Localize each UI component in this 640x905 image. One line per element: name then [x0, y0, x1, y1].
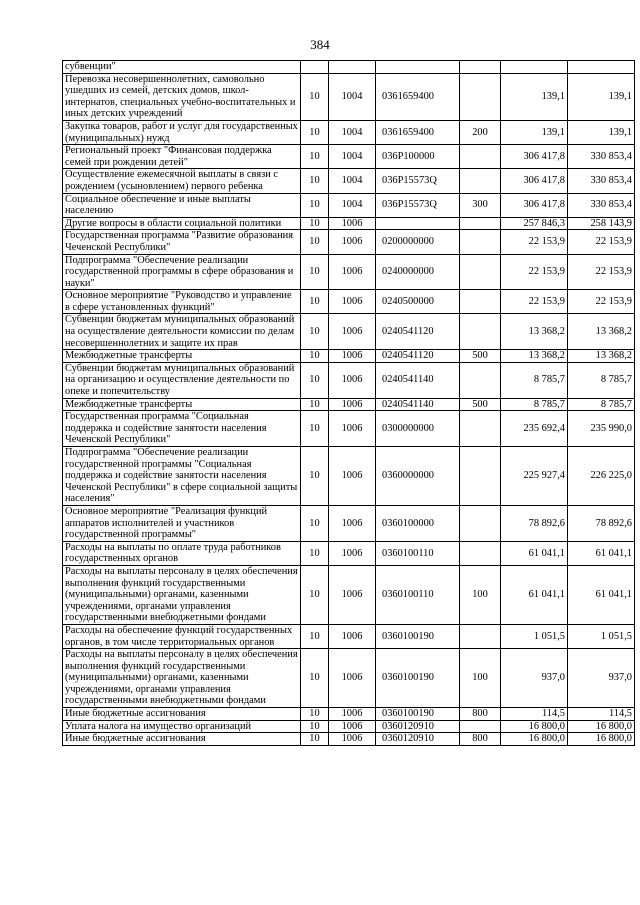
row-expense-type [460, 217, 501, 230]
row-expense-type [460, 61, 501, 74]
row-target-article: 0360120910 [376, 720, 460, 733]
table-row [63, 217, 635, 230]
table-row [63, 120, 635, 144]
row-expense-type: 800 [460, 733, 501, 746]
row-subsection: 1004 [329, 145, 376, 169]
row-subsection: 1004 [329, 169, 376, 193]
row-amount-year-1: 8 785,7 [501, 362, 568, 398]
row-target-article: 036P15573Q [376, 169, 460, 193]
table-row [63, 624, 635, 648]
row-amount-year-2: 330 853,4 [568, 169, 635, 193]
row-section: 10 [301, 73, 329, 120]
row-section: 10 [301, 649, 329, 708]
row-name: Расходы на обеспечение функций государственных органов, в том числе территориальных органов [63, 624, 301, 648]
row-target-article: 0360100190 [376, 649, 460, 708]
table-row [63, 193, 635, 217]
row-target-article: 0240541140 [376, 362, 460, 398]
row-amount-year-2: 22 153,9 [568, 254, 635, 290]
row-target-article [376, 217, 460, 230]
row-name: Основное мероприятие "Реализация функций аппаратов исполнителей и участников государственной программы" [63, 505, 301, 541]
row-section: 10 [301, 541, 329, 565]
row-name: Закупка товаров, работ и услуг для государственных (муниципальных) нужд [63, 120, 301, 144]
row-expense-type: 300 [460, 193, 501, 217]
row-amount-year-2: 22 153,9 [568, 230, 635, 254]
row-name: Иные бюджетные ассигнования [63, 708, 301, 721]
row-expense-type [460, 145, 501, 169]
table-row [63, 73, 635, 120]
table-row [63, 649, 635, 708]
row-section: 10 [301, 230, 329, 254]
row-amount-year-1: 225 927,4 [501, 447, 568, 506]
row-target-article: 0360100000 [376, 505, 460, 541]
row-amount-year-1: 22 153,9 [501, 290, 568, 314]
row-expense-type [460, 541, 501, 565]
row-expense-type [460, 230, 501, 254]
row-amount-year-1: 22 153,9 [501, 230, 568, 254]
row-subsection: 1006 [329, 362, 376, 398]
row-name: Подпрограмма "Обеспечение реализации государственной программы "Социальная поддержка и содействие занятости населения Чеченской Республики" в сфере социальной защиты населения" [63, 447, 301, 506]
row-amount-year-1 [501, 61, 568, 74]
row-amount-year-2: 61 041,1 [568, 565, 635, 624]
row-target-article: 0200000000 [376, 230, 460, 254]
row-section: 10 [301, 145, 329, 169]
row-subsection: 1006 [329, 708, 376, 721]
row-amount-year-2: 330 853,4 [568, 193, 635, 217]
row-amount-year-1: 16 800,0 [501, 720, 568, 733]
row-subsection: 1006 [329, 720, 376, 733]
row-amount-year-2: 8 785,7 [568, 398, 635, 411]
row-amount-year-2: 78 892,6 [568, 505, 635, 541]
row-amount-year-2: 330 853,4 [568, 145, 635, 169]
row-amount-year-1: 78 892,6 [501, 505, 568, 541]
row-amount-year-1: 306 417,8 [501, 193, 568, 217]
row-target-article: 0240500000 [376, 290, 460, 314]
row-amount-year-1: 235 692,4 [501, 411, 568, 447]
row-section: 10 [301, 624, 329, 648]
row-target-article [376, 61, 460, 74]
row-section: 10 [301, 733, 329, 746]
row-section: 10 [301, 290, 329, 314]
row-amount-year-1: 13 368,2 [501, 314, 568, 350]
row-expense-type [460, 505, 501, 541]
row-amount-year-1: 937,0 [501, 649, 568, 708]
row-amount-year-2: 13 368,2 [568, 314, 635, 350]
row-target-article: 036P100000 [376, 145, 460, 169]
row-expense-type: 100 [460, 649, 501, 708]
row-name: Подпрограмма "Обеспечение реализации государственной программы в сфере образования и науки" [63, 254, 301, 290]
row-expense-type [460, 362, 501, 398]
row-subsection: 1006 [329, 565, 376, 624]
table-row [63, 398, 635, 411]
row-expense-type [460, 73, 501, 120]
row-amount-year-1: 1 051,5 [501, 624, 568, 648]
row-expense-type [460, 254, 501, 290]
row-amount-year-2: 139,1 [568, 120, 635, 144]
table-row [63, 314, 635, 350]
row-expense-type [460, 169, 501, 193]
row-subsection: 1006 [329, 733, 376, 746]
table-row [63, 61, 635, 74]
row-amount-year-2: 1 051,5 [568, 624, 635, 648]
table-row [63, 411, 635, 447]
row-target-article: 0300000000 [376, 411, 460, 447]
row-amount-year-1: 61 041,1 [501, 541, 568, 565]
row-target-article: 0360100110 [376, 541, 460, 565]
row-target-article: 036P15573Q [376, 193, 460, 217]
row-expense-type: 200 [460, 120, 501, 144]
row-subsection: 1006 [329, 624, 376, 648]
row-subsection [329, 61, 376, 74]
table-row [63, 169, 635, 193]
table-row [63, 254, 635, 290]
row-section: 10 [301, 350, 329, 363]
table-row [63, 733, 635, 746]
row-expense-type [460, 447, 501, 506]
row-target-article: 0360120910 [376, 733, 460, 746]
row-expense-type [460, 290, 501, 314]
row-amount-year-2: 16 800,0 [568, 720, 635, 733]
row-name: Социальное обеспечение и иные выплаты населению [63, 193, 301, 217]
row-amount-year-2: 258 143,9 [568, 217, 635, 230]
row-section [301, 61, 329, 74]
row-target-article: 0240541120 [376, 350, 460, 363]
row-name: Региональный проект "Финансовая поддержка семей при рождении детей" [63, 145, 301, 169]
row-amount-year-1: 114,5 [501, 708, 568, 721]
row-subsection: 1006 [329, 447, 376, 506]
row-amount-year-1: 61 041,1 [501, 565, 568, 624]
row-amount-year-2: 22 153,9 [568, 290, 635, 314]
row-name: Иные бюджетные ассигнования [63, 733, 301, 746]
row-expense-type [460, 624, 501, 648]
row-name: Расходы на выплаты персоналу в целях обеспечения выполнения функций государственными (муниципальными) органами, казенными учреждениями, органами управления государственными внебюджетными фондами [63, 649, 301, 708]
row-section: 10 [301, 505, 329, 541]
row-expense-type: 500 [460, 350, 501, 363]
table-row [63, 541, 635, 565]
row-subsection: 1006 [329, 398, 376, 411]
row-name: Расходы на выплаты по оплате труда работников государственных органов [63, 541, 301, 565]
row-name: Осуществление ежемесячной выплаты в связи с рождением (усыновлением) первого ребенка [63, 169, 301, 193]
row-target-article: 0240541120 [376, 314, 460, 350]
row-amount-year-2: 16 800,0 [568, 733, 635, 746]
row-subsection: 1006 [329, 230, 376, 254]
row-amount-year-2: 139,1 [568, 73, 635, 120]
row-amount-year-2 [568, 61, 635, 74]
row-amount-year-1: 139,1 [501, 120, 568, 144]
row-amount-year-2: 226 225,0 [568, 447, 635, 506]
row-amount-year-2: 13 368,2 [568, 350, 635, 363]
row-name: Другие вопросы в области социальной политики [63, 217, 301, 230]
row-subsection: 1006 [329, 254, 376, 290]
table-row [63, 362, 635, 398]
row-name: Субвенции бюджетам муниципальных образований на организацию и осуществление деятельности по опеке и попечительству [63, 362, 301, 398]
row-subsection: 1006 [329, 411, 376, 447]
row-section: 10 [301, 708, 329, 721]
row-expense-type [460, 720, 501, 733]
row-expense-type: 100 [460, 565, 501, 624]
row-subsection: 1004 [329, 120, 376, 144]
table-row [63, 350, 635, 363]
row-amount-year-1: 8 785,7 [501, 398, 568, 411]
row-amount-year-1: 306 417,8 [501, 169, 568, 193]
budget-table [62, 60, 635, 746]
row-target-article: 0360100110 [376, 565, 460, 624]
row-section: 10 [301, 314, 329, 350]
row-subsection: 1006 [329, 649, 376, 708]
row-amount-year-1: 16 800,0 [501, 733, 568, 746]
row-name: Государственная программа "Социальная поддержка и содействие занятости населения Чеченской Республики" [63, 411, 301, 447]
row-subsection: 1004 [329, 193, 376, 217]
row-section: 10 [301, 193, 329, 217]
row-subsection: 1006 [329, 290, 376, 314]
row-amount-year-1: 13 368,2 [501, 350, 568, 363]
row-amount-year-2: 235 990,0 [568, 411, 635, 447]
row-target-article: 0240000000 [376, 254, 460, 290]
row-section: 10 [301, 254, 329, 290]
row-subsection: 1006 [329, 541, 376, 565]
table-row [63, 720, 635, 733]
table-row [63, 505, 635, 541]
row-section: 10 [301, 120, 329, 144]
row-expense-type [460, 411, 501, 447]
row-name: Перевозка несовершеннолетних, самовольно ушедших из семей, детских домов, школ-интернатов, специальных учебно-воспитательных и иных детских учреждений [63, 73, 301, 120]
row-section: 10 [301, 447, 329, 506]
row-name: Основное мероприятие "Руководство и управление в сфере установленных функций" [63, 290, 301, 314]
row-name: Государственная программа "Развитие образования Чеченской Республики" [63, 230, 301, 254]
row-section: 10 [301, 720, 329, 733]
row-subsection: 1004 [329, 73, 376, 120]
row-name: Межбюджетные трансферты [63, 398, 301, 411]
row-section: 10 [301, 565, 329, 624]
row-section: 10 [301, 169, 329, 193]
row-subsection: 1006 [329, 314, 376, 350]
row-target-article: 0361659400 [376, 73, 460, 120]
row-target-article: 0360100190 [376, 624, 460, 648]
row-expense-type: 800 [460, 708, 501, 721]
row-target-article: 0361659400 [376, 120, 460, 144]
row-name: субвенции" [63, 61, 301, 74]
row-subsection: 1006 [329, 505, 376, 541]
row-section: 10 [301, 398, 329, 411]
row-amount-year-1: 257 846,3 [501, 217, 568, 230]
row-name: Субвенции бюджетам муниципальных образований на осуществление деятельности комиссии по делам несовершеннолетних и защите их прав [63, 314, 301, 350]
row-name: Межбюджетные трансферты [63, 350, 301, 363]
table-row [63, 447, 635, 506]
row-subsection: 1006 [329, 217, 376, 230]
row-target-article: 0240541140 [376, 398, 460, 411]
row-name: Уплата налога на имущество организаций [63, 720, 301, 733]
row-amount-year-2: 114,5 [568, 708, 635, 721]
row-section: 10 [301, 217, 329, 230]
row-target-article: 0360000000 [376, 447, 460, 506]
row-expense-type [460, 314, 501, 350]
table-row [63, 565, 635, 624]
row-name: Расходы на выплаты персоналу в целях обеспечения выполнения функций государственными (муниципальными) органами, казенными учреждениями, органами управления государственными внебюджетными фондами [63, 565, 301, 624]
row-amount-year-1: 306 417,8 [501, 145, 568, 169]
row-subsection: 1006 [329, 350, 376, 363]
row-target-article: 0360100190 [376, 708, 460, 721]
row-amount-year-2: 937,0 [568, 649, 635, 708]
table-row [63, 230, 635, 254]
row-amount-year-2: 8 785,7 [568, 362, 635, 398]
table-row [63, 290, 635, 314]
row-expense-type: 500 [460, 398, 501, 411]
table-row [63, 708, 635, 721]
row-amount-year-1: 139,1 [501, 73, 568, 120]
row-section: 10 [301, 411, 329, 447]
row-amount-year-1: 22 153,9 [501, 254, 568, 290]
page-number: 384 [310, 37, 330, 52]
table-row [63, 145, 635, 169]
row-amount-year-2: 61 041,1 [568, 541, 635, 565]
row-section: 10 [301, 362, 329, 398]
